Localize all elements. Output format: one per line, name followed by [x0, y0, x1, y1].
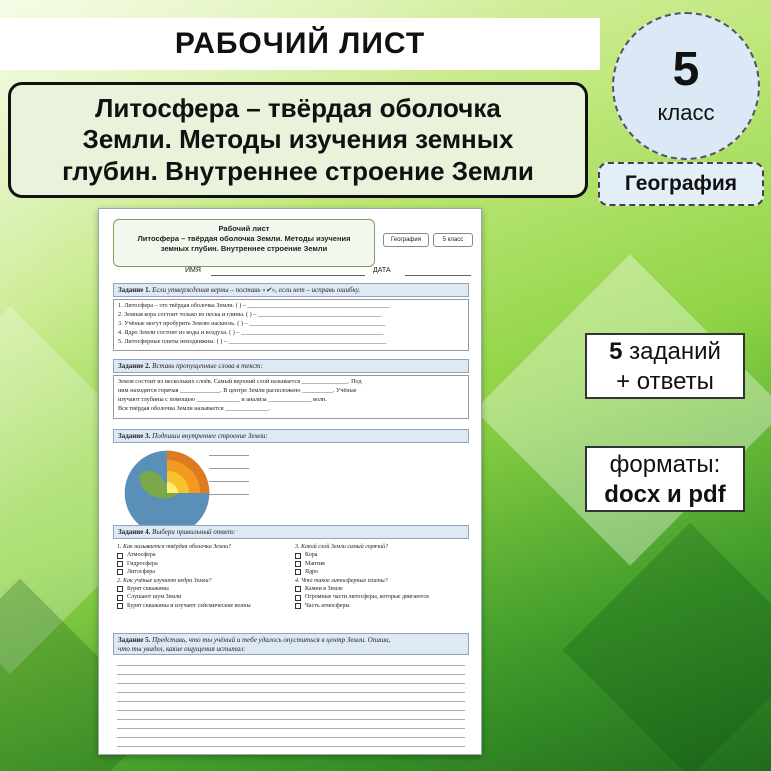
quiz-column	[295, 543, 471, 610]
option-label: Часть атмосферы	[305, 602, 350, 609]
option-label: Камни в Земле	[305, 585, 343, 592]
task-number: Задание 4.	[118, 528, 151, 536]
worksheet-header	[113, 219, 375, 267]
quiz-question: 3. Какой слой Земли самый горячий?	[295, 544, 389, 550]
quiz-option	[295, 585, 471, 593]
checkbox-icon	[117, 553, 123, 559]
subject-badge: География	[598, 162, 764, 206]
option-label: Гидросфера	[127, 560, 158, 567]
option-label: Кора	[305, 552, 318, 559]
task2-header	[113, 359, 469, 373]
checkbox-icon	[117, 595, 123, 601]
task-number: Задание 1.	[118, 286, 151, 294]
checkbox-icon	[117, 586, 123, 592]
quiz-option	[295, 551, 471, 559]
task1-header	[113, 283, 469, 297]
statement: 1. Литосфера – это твёрдая оболочка Земли. ( ) – ______________________________________________	[118, 302, 390, 309]
quiz-option	[117, 560, 293, 568]
statement: 2. Земная кора состоит только из песка и глины. ( ) – ________________________________________	[118, 310, 382, 318]
formats-box	[585, 446, 745, 512]
checkbox-icon	[295, 561, 301, 567]
topic-line: Литосфера – твёрдая оболочка	[95, 93, 501, 124]
checkbox-icon	[295, 595, 301, 601]
grade-number: 5	[672, 43, 700, 96]
option-label: Бурят скважины	[127, 585, 169, 592]
task2-body	[113, 375, 469, 419]
tasks-count: 5	[609, 338, 623, 365]
grade-badge	[612, 12, 760, 160]
task-number: Задание 2.	[118, 362, 151, 370]
quiz-option	[117, 568, 293, 576]
option-label: Литосфера	[127, 569, 155, 576]
task-number: Задание 3.	[118, 432, 151, 440]
fill-text-line: Вся твёрдая оболочка Земли называется ______________.	[118, 404, 271, 412]
grade-label: класс	[657, 100, 715, 125]
quiz-option	[117, 585, 293, 593]
checkbox-icon	[295, 586, 301, 592]
task4-header	[113, 525, 469, 539]
page-title: РАБОЧИЙ ЛИСТ	[174, 27, 426, 60]
task-instruction: Подпиши внутреннее строение Земли:	[152, 432, 268, 440]
tasks-count-box	[585, 333, 745, 399]
checkbox-icon	[117, 561, 123, 567]
task-number: Задание 5.	[118, 636, 151, 644]
task-instruction: Вставь пропущенные слова в текст:	[152, 362, 263, 370]
task5-header	[113, 633, 469, 655]
answers-note: + ответы	[616, 368, 714, 395]
quiz-column	[117, 543, 293, 610]
checkbox-icon	[295, 569, 301, 575]
worksheet-title: Рабочий лист	[218, 224, 270, 233]
checkbox-icon	[295, 603, 301, 609]
fill-text-line: Земля состоит из нескольких слоёв. Самый верхний слой называется _______________. Под	[118, 378, 362, 385]
date-label: ДАТА	[373, 267, 391, 274]
topic-line: глубин. Внутреннее строение Земли	[62, 155, 534, 186]
worksheet-topic-line: земных глубин. Внутреннее строение Земли	[160, 244, 328, 254]
worksheet-preview	[98, 208, 482, 755]
quiz-option	[117, 593, 293, 601]
quiz-option	[295, 560, 471, 568]
quiz-option	[295, 602, 471, 610]
name-line	[211, 275, 365, 276]
quiz-question: 4. Что такое литосферные плиты?	[295, 577, 388, 584]
quiz-option	[295, 593, 471, 601]
option-label: Слушают шум Земли	[127, 594, 182, 601]
background-shape	[563, 523, 771, 771]
worksheet-topic-line: Литосфера – твёрдая оболочка Земли. Методы изучения	[137, 234, 351, 244]
option-label: Огромные части литосферы, которые двигаются	[305, 594, 429, 601]
task1-body	[113, 299, 469, 351]
option-label: Атмосфера	[127, 552, 156, 559]
worksheet-subject-tag: География	[383, 233, 429, 247]
option-label: Бурят скважины и изучают сейсмические волны	[127, 602, 251, 609]
option-label: Мантия	[305, 560, 325, 567]
quiz-option	[295, 568, 471, 576]
name-label: ИМЯ	[185, 267, 201, 274]
task-instruction: Если утверждения верны – поставь «✔», если нет – исправь ошибку.	[152, 286, 361, 294]
task-instruction: что ты увидел, какие ощущения испытал:	[118, 645, 246, 654]
statement: 3. Учёные могут пробурить Землю насквозь. ( ) – ____________________________________________	[118, 319, 386, 327]
formats-value: docx и pdf	[604, 481, 726, 508]
label-lines	[209, 455, 249, 507]
formats-label: форматы:	[609, 451, 721, 478]
background-shape	[474, 254, 771, 565]
quiz-option	[117, 602, 293, 610]
fill-text-line: ним находится горячая _____________. В центре Земли расположено __________. Учёные	[118, 386, 357, 394]
statement: 5. Литосферные плиты неподвижны. ( ) – ___________________________________________________	[118, 337, 387, 345]
worksheet-grade-tag: 5 класс	[433, 233, 473, 247]
quiz-question: 2. Как учёные изучают недра Земли?	[117, 577, 212, 584]
quiz-question: 1. Как называется твёрдая оболочка Земли?	[117, 544, 232, 550]
date-line	[405, 275, 471, 276]
task3-header	[113, 429, 469, 443]
topic-title	[8, 82, 588, 198]
answer-lines	[117, 657, 465, 747]
checkbox-icon	[117, 603, 123, 609]
task-instruction: Представь, что ты учёный и тебе удалось опуститься в центр Земли. Опиши,	[152, 636, 391, 644]
fill-text-line: изучают глубины с помощью ______________ и анализа ______________ волн.	[118, 395, 327, 403]
quiz-option	[117, 551, 293, 559]
checkbox-icon	[117, 569, 123, 575]
checkbox-icon	[295, 553, 301, 559]
option-label: Ядро	[305, 569, 319, 576]
task-instruction: Выбери правильный ответ:	[152, 528, 236, 536]
topic-line: Земли. Методы изучения земных	[82, 124, 514, 155]
tasks-word: заданий	[629, 338, 721, 365]
statement: 4. Ядро Земли состоит из воды и воздуха. ( ) – ______________________________________________	[118, 328, 384, 336]
